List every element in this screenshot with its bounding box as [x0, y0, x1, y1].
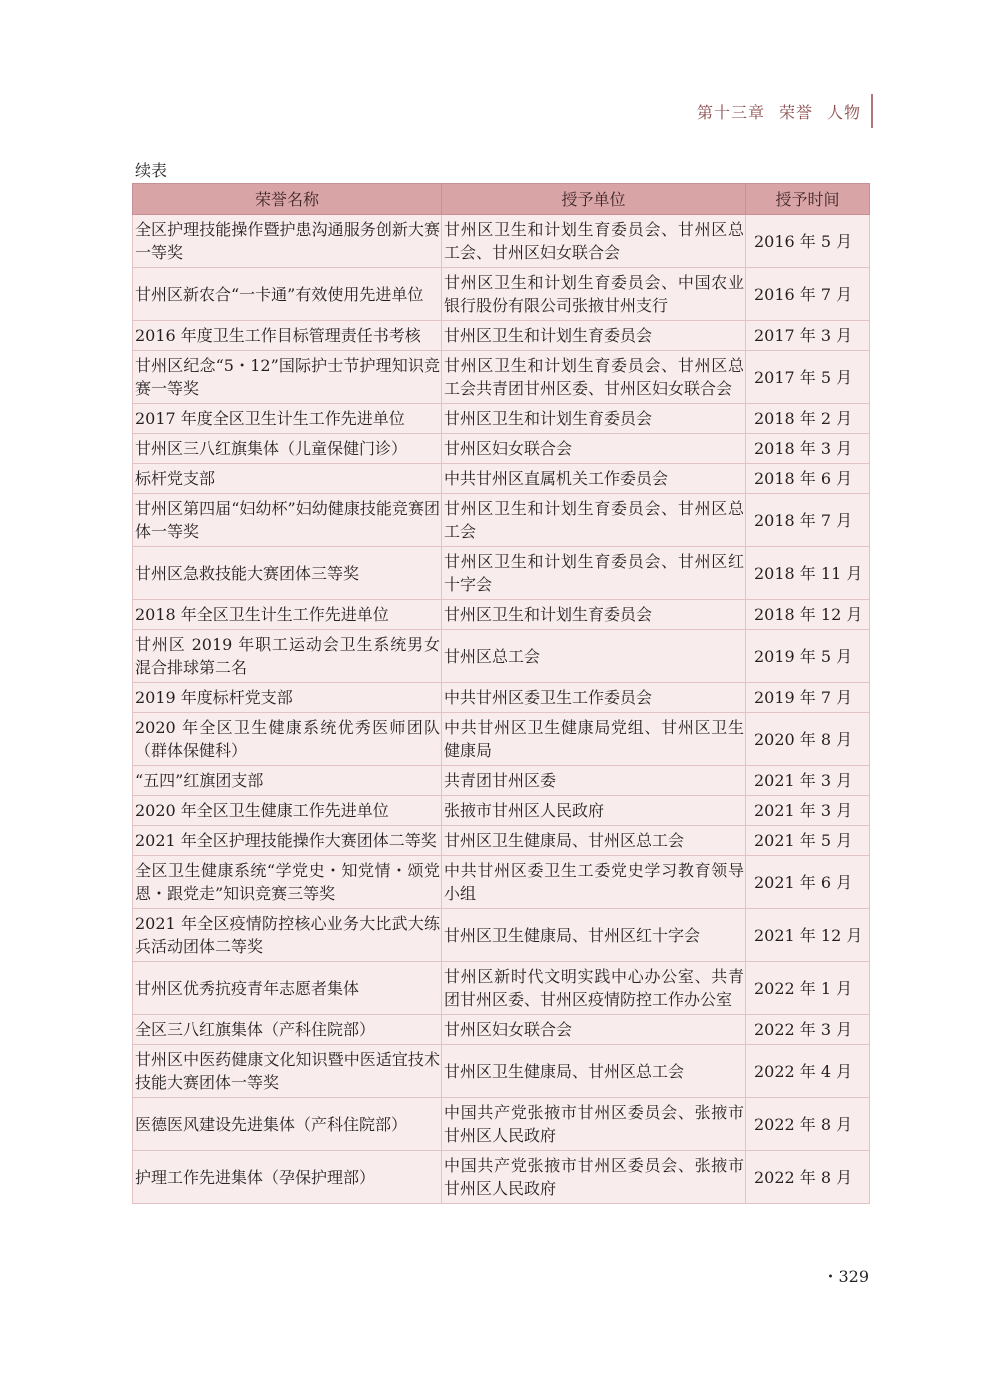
award-time-cell: 2018 年 7 月 [746, 494, 870, 547]
awarding-unit-cell: 甘州区卫生和计划生育委员会、甘州区总工会、甘州区妇女联合会 [442, 215, 746, 268]
table-row [133, 321, 870, 351]
award-time-cell: 2022 年 3 月 [746, 1015, 870, 1045]
awarding-unit-cell: 甘州区卫生和计划生育委员会、甘州区总工会 [442, 494, 746, 547]
awarding-unit-cell: 甘州区卫生健康局、甘州区红十字会 [442, 909, 746, 962]
honor-name-cell: 2020 年全区卫生健康工作先进单位 [133, 796, 442, 826]
table-row [133, 796, 870, 826]
award-time-cell: 2017 年 5 月 [746, 351, 870, 404]
awarding-unit-cell: 甘州区新时代文明实践中心办公室、共青团甘州区委、甘州区疫情防控工作办公室 [442, 962, 746, 1015]
honor-name-cell: 甘州区优秀抗疫青年志愿者集体 [133, 962, 442, 1015]
award-time-cell: 2016 年 7 月 [746, 268, 870, 321]
award-time-cell: 2018 年 12 月 [746, 600, 870, 630]
award-time-cell: 2021 年 3 月 [746, 766, 870, 796]
table-row [133, 1015, 870, 1045]
awarding-unit-cell: 甘州区卫生和计划生育委员会、中国农业银行股份有限公司张掖甘州支行 [442, 268, 746, 321]
award-time-cell: 2020 年 8 月 [746, 713, 870, 766]
table-row [133, 268, 870, 321]
honor-name-cell: 甘州区 2019 年职工运动会卫生系统男女混合排球第二名 [133, 630, 442, 683]
table-row [133, 1098, 870, 1151]
table-row [133, 404, 870, 434]
table-row [133, 1151, 870, 1204]
honor-name-cell: 甘州区急救技能大赛团体三等奖 [133, 547, 442, 600]
table-row [133, 1045, 870, 1098]
awarding-unit-cell: 甘州区卫生健康局、甘州区总工会 [442, 1045, 746, 1098]
awarding-unit-cell: 中共甘州区卫生健康局党组、甘州区卫生健康局 [442, 713, 746, 766]
awarding-unit-cell: 中国共产党张掖市甘州区委员会、张掖市甘州区人民政府 [442, 1151, 746, 1204]
award-time-cell: 2019 年 5 月 [746, 630, 870, 683]
awarding-unit-cell: 中国共产党张掖市甘州区委员会、张掖市甘州区人民政府 [442, 1098, 746, 1151]
award-time-cell: 2017 年 3 月 [746, 321, 870, 351]
table-row [133, 630, 870, 683]
award-time-cell: 2019 年 7 月 [746, 683, 870, 713]
table-row [133, 351, 870, 404]
table-row [133, 856, 870, 909]
awarding-unit-cell: 中共甘州区委卫生工委党史学习教育领导小组 [442, 856, 746, 909]
column-header-name: 荣誉名称 [133, 184, 442, 215]
awarding-unit-cell: 甘州区卫生和计划生育委员会 [442, 321, 746, 351]
section-title-people: 人物 [826, 103, 861, 122]
awarding-unit-cell: 甘州区卫生和计划生育委员会 [442, 600, 746, 630]
award-time-cell: 2021 年 5 月 [746, 826, 870, 856]
awarding-unit-cell: 甘州区卫生和计划生育委员会、甘州区红十字会 [442, 547, 746, 600]
honor-name-cell: 2021 年全区疫情防控核心业务大比武大练兵活动团体二等奖 [133, 909, 442, 962]
table-row [133, 215, 870, 268]
awarding-unit-cell: 中共甘州区委卫生工作委员会 [442, 683, 746, 713]
honor-name-cell: 甘州区第四届“妇幼杯”妇幼健康技能竞赛团体一等奖 [133, 494, 442, 547]
awarding-unit-cell: 共青团甘州区委 [442, 766, 746, 796]
table-row [133, 713, 870, 766]
honors-table [132, 183, 870, 1204]
honor-name-cell: 全区护理技能操作暨护患沟通服务创新大赛一等奖 [133, 215, 442, 268]
awarding-unit-cell: 甘州区妇女联合会 [442, 1015, 746, 1045]
honor-name-cell: 甘州区新农合“一卡通”有效使用先进单位 [133, 268, 442, 321]
honor-name-cell: 护理工作先进集体（孕保护理部） [133, 1151, 442, 1204]
table-row [133, 494, 870, 547]
award-time-cell: 2018 年 6 月 [746, 464, 870, 494]
section-title-honors: 荣誉 [778, 103, 813, 122]
column-header-unit: 授予单位 [442, 184, 746, 215]
column-header-time: 授予时间 [746, 184, 870, 215]
table-row [133, 600, 870, 630]
honor-name-cell: 2019 年度标杆党支部 [133, 683, 442, 713]
honor-name-cell: 全区卫生健康系统“学党史・知党情・颂党恩・跟党走”知识竞赛三等奖 [133, 856, 442, 909]
page-number: ・329 [822, 1267, 869, 1286]
table-row [133, 909, 870, 962]
awarding-unit-cell: 中共甘州区直属机关工作委员会 [442, 464, 746, 494]
honor-name-cell: 医德医风建设先进集体（产科住院部） [133, 1098, 442, 1151]
award-time-cell: 2021 年 6 月 [746, 856, 870, 909]
table-row [133, 683, 870, 713]
award-time-cell: 2016 年 5 月 [746, 215, 870, 268]
awarding-unit-cell: 甘州区卫生健康局、甘州区总工会 [442, 826, 746, 856]
honor-name-cell: “五四”红旗团支部 [133, 766, 442, 796]
awarding-unit-cell: 张掖市甘州区人民政府 [442, 796, 746, 826]
award-time-cell: 2022 年 1 月 [746, 962, 870, 1015]
table-header-row [133, 184, 870, 215]
honor-name-cell: 2021 年全区护理技能操作大赛团体二等奖 [133, 826, 442, 856]
honor-name-cell: 甘州区三八红旗集体（儿童保健门诊） [133, 434, 442, 464]
award-time-cell: 2021 年 12 月 [746, 909, 870, 962]
table-row [133, 434, 870, 464]
honor-name-cell: 全区三八红旗集体（产科住院部） [133, 1015, 442, 1045]
award-time-cell: 2018 年 11 月 [746, 547, 870, 600]
table-row [133, 464, 870, 494]
table-row [133, 962, 870, 1015]
table-caption: 续表 [135, 161, 168, 180]
header-divider [871, 94, 873, 128]
awarding-unit-cell: 甘州区总工会 [442, 630, 746, 683]
honor-name-cell: 标杆党支部 [133, 464, 442, 494]
honor-name-cell: 甘州区纪念“5・12”国际护士节护理知识竞赛一等奖 [133, 351, 442, 404]
award-time-cell: 2018 年 2 月 [746, 404, 870, 434]
table-row [133, 826, 870, 856]
awarding-unit-cell: 甘州区卫生和计划生育委员会、甘州区总工会共青团甘州区委、甘州区妇女联合会 [442, 351, 746, 404]
honor-name-cell: 2016 年度卫生工作目标管理责任书考核 [133, 321, 442, 351]
table-body [133, 215, 870, 1204]
award-time-cell: 2022 年 4 月 [746, 1045, 870, 1098]
awarding-unit-cell: 甘州区卫生和计划生育委员会 [442, 404, 746, 434]
table-row [133, 547, 870, 600]
award-time-cell: 2018 年 3 月 [746, 434, 870, 464]
honor-name-cell: 甘州区中医药健康文化知识暨中医适宜技术技能大赛团体一等奖 [133, 1045, 442, 1098]
chapter-title: 第十三章 [696, 103, 765, 122]
running-header [683, 100, 861, 123]
award-time-cell: 2022 年 8 月 [746, 1151, 870, 1204]
award-time-cell: 2022 年 8 月 [746, 1098, 870, 1151]
table-row [133, 766, 870, 796]
honor-name-cell: 2018 年全区卫生计生工作先进单位 [133, 600, 442, 630]
honor-name-cell: 2020 年全区卫生健康系统优秀医师团队（群体保健科） [133, 713, 442, 766]
honor-name-cell: 2017 年度全区卫生计生工作先进单位 [133, 404, 442, 434]
award-time-cell: 2021 年 3 月 [746, 796, 870, 826]
awarding-unit-cell: 甘州区妇女联合会 [442, 434, 746, 464]
